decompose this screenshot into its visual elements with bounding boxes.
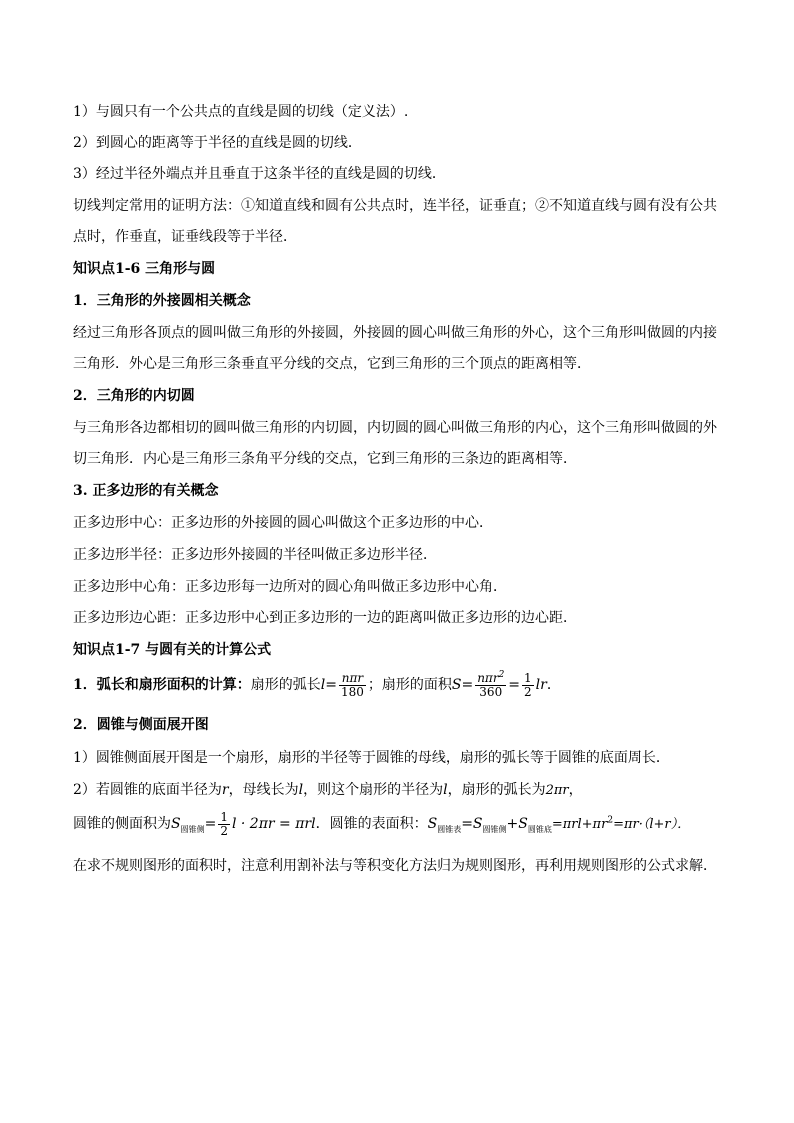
sector-area-text: ；扇形的面积 bbox=[367, 677, 452, 693]
cone-half-fraction: $\frac{1}{2}$ bbox=[220, 809, 228, 838]
cone-unfold-text: 1）圆锥侧面展开图是一个扇形，扇形的半径等于圆锥的母线，扇形的弧长等于圆锥的底面周长． bbox=[73, 750, 670, 766]
tangent-proof-methods-line2: 点时，作垂直，证垂线段等于半径． bbox=[73, 229, 297, 245]
subheading-regular-polygon: 3. 正多边形的有关概念 bbox=[73, 483, 219, 499]
polygon-center-def: 正多边形中心：正多边形的外接圆的圆心叫做这个正多边形的中心． bbox=[73, 515, 493, 531]
arc-sector-label: 1．弧长和扇形面积的计算： bbox=[73, 677, 251, 693]
arc-sector-formula: 1．弧长和扇形面积的计算：扇形的弧长l= $\frac{\text{nπr}}{180}$ ；扇形的面积S= $\frac{n\pi r^2}{360}$ = $\frac{1}{2}$ lr． bbox=[73, 669, 561, 699]
cone-area-formula: 圆锥的侧面积为$S_{圆锥侧}=$ $\frac{1}{2}$ l · 2πr = πrl．圆锥的表面积：$S_{圆锥表}=S_{圆锥侧}+S_{圆锥底}=\pi rl+\pi r^2=\pi r\cdot(l+r)$． bbox=[73, 809, 691, 838]
circumcircle-text-line1: 经过三角形各顶点的圆叫做三角形的外接圆，外接圆的圆心叫做三角形的外心，这个三角形叫做圆的内接 bbox=[73, 325, 717, 341]
section-heading-1-7: 知识点1-7 与圆有关的计算公式 bbox=[73, 642, 272, 658]
tangent-proof-methods-line1: 切线判定常用的证明方法：①知道直线和圆有公共点时，连半径，证垂直；②不知道直线与圆有没有公共 bbox=[73, 198, 717, 214]
arc-length-fraction: $\frac{\text{nπr}}{180}$ bbox=[340, 670, 364, 699]
incircle-text-line1: 与三角形各边都相切的圆叫做三角形的内切圆，内切圆的圆心叫做三角形的内心，这个三角形叫做圆的外 bbox=[73, 420, 717, 436]
polygon-apothem-def: 正多边形边心距：正多边形中心到正多边形的一边的距离叫做正多边形的边心距． bbox=[73, 610, 577, 626]
irregular-area-tip: 在求不规则图形的面积时，注意利用割补法与等积变化方法归为规则图形，再利用规则图形的公式求解． bbox=[73, 858, 717, 874]
subheading-circumcircle: 1．三角形的外接圆相关概念 bbox=[73, 293, 251, 309]
subheading-cone: 2．圆锥与侧面展开图 bbox=[73, 717, 209, 733]
tangent-rule-2: 2）到圆心的距离等于半径的直线是圆的切线． bbox=[73, 135, 362, 151]
polygon-radius-def: 正多边形半径：正多边形外接圆的半径叫做正多边形半径． bbox=[73, 547, 437, 563]
polygon-central-angle-def: 正多边形中心角：正多边形每一边所对的圆心角叫做正多边形中心角． bbox=[73, 579, 507, 595]
incircle-text-line2: 切三角形．内心是三角形三条角平分线的交点，它到三角形的三条边的距离相等． bbox=[73, 451, 577, 467]
arc-length-text: 扇形的弧长 bbox=[250, 677, 321, 693]
circumcircle-text-line2: 三角形．外心是三角形三条垂直平分线的交点，它到三角形的三个顶点的距离相等． bbox=[73, 356, 591, 372]
section-heading-1-6: 知识点1-6 三角形与圆 bbox=[73, 261, 216, 277]
tangent-rule-3: 3）经过半径外端点并且垂直于这条半径的直线是圆的切线． bbox=[73, 166, 446, 182]
arc-length-symbol: l= bbox=[320, 677, 337, 693]
half-fraction: $\frac{1}{2}$ bbox=[524, 670, 532, 699]
sector-area-symbol: S= bbox=[451, 677, 474, 693]
cone-radius-text: 2）若圆锥的底面半径为r，母线长为l，则这个扇形的半径为l，扇形的弧长为2πr， bbox=[73, 782, 583, 798]
tangent-rule-1: 1）与圆只有一个公共点的直线是圆的切线（定义法）. bbox=[73, 104, 409, 120]
subheading-incircle: 2．三角形的内切圆 bbox=[73, 388, 195, 404]
sector-area-fraction: $\frac{n\pi r^2}{360}$ bbox=[477, 669, 505, 699]
